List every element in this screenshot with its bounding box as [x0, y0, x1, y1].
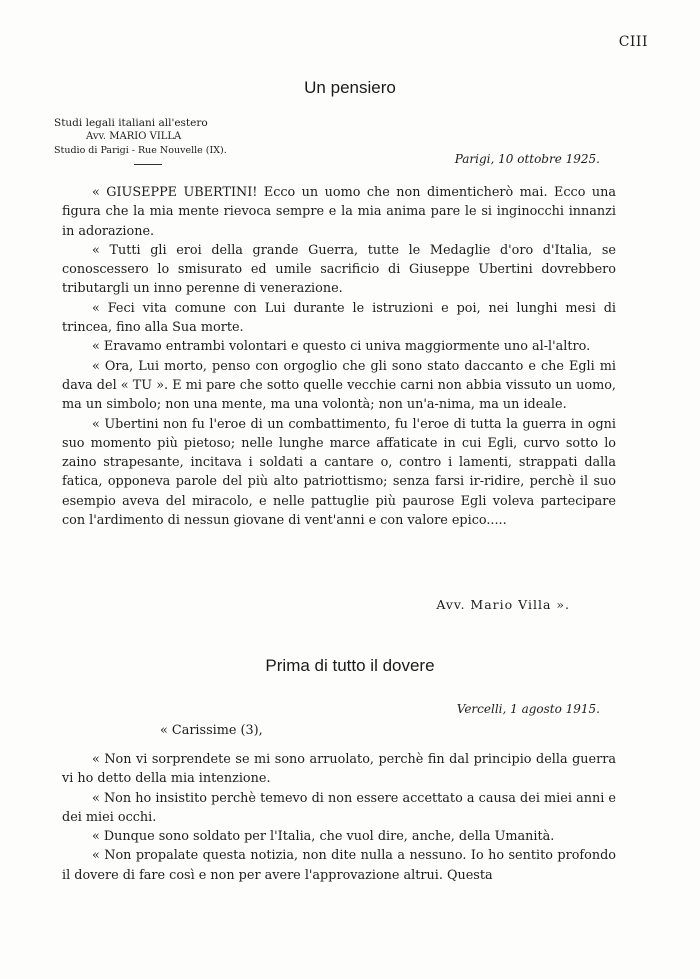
- paragraph: « Non propalate questa notizia, non dite nulla a nessuno. Io ho sentito profondo il dovere di fare così e non per avere l'approvazione altrui. Questa: [62, 848, 616, 883]
- dateline-vercelli: Vercelli, 1 agosto 1915.: [456, 702, 600, 716]
- paragraph: « Dunque sono soldato per l'Italia, che vuol dire, anche, della Umanità.: [92, 829, 555, 845]
- paragraph: « Non vi sorprendete se mi sono arruolato, perchè fin dal principio della guerra vi ho detto della mia intenzione.: [62, 752, 616, 787]
- dateline-paris: Parigi, 10 ottobre 1925.: [454, 152, 600, 166]
- letterhead-rule: [134, 164, 162, 165]
- page-number: CIII: [618, 34, 648, 50]
- signature-villa: Avv. Mario Villa ».: [436, 597, 570, 612]
- letter-body-villa: [62, 183, 616, 530]
- letter-body-ubertini: [62, 750, 616, 885]
- paragraph: « Ora, Lui morto, penso con orgoglio che gli sono stato daccanto e che Egli mi dava del « TU ». E mi pare che sotto quelle vecchie carni non abbia vissuto un uomo, ma un simbolo; non una mente, ma una volontà; non un'a-nima, ma un ideale.: [62, 358, 616, 413]
- letterhead-line-3: Studio di Parigi - Rue Nouvelle (IX).: [54, 145, 227, 156]
- letter-greeting: « Carissime (3),: [160, 723, 263, 738]
- paragraph: « Feci vita comune con Lui durante le istruzioni e poi, nei lunghi mesi di trincea, fino alla Sua morte.: [62, 300, 616, 336]
- paragraph: « GIUSEPPE UBERTINI! Ecco un uomo che non dimenticherò mai. Ecco una figura che la mia mente rievoca sempre e la mia anima pare le si inginocchi innanzi in adorazione.: [62, 185, 616, 239]
- section-title-un-pensiero: Un pensiero: [304, 78, 396, 97]
- paragraph: « Tutti gli eroi della grande Guerra, tutte le Medaglie d'oro d'Italia, se conoscessero lo smisurato ed umile sacrificio di Giuseppe Ubertini dovrebbero tributargli un inno perenne di venerazione.: [62, 242, 616, 297]
- paragraph: « Ubertini non fu l'eroe di un combattimento, fu l'eroe di tutta la guerra in ogni suo momento più pietoso; nelle lunghe marce affaticate in cui Egli, curvo sotto lo zaino strapesante, incitava i soldati a cantare o, contro i lamenti, strappati dalla fatica, opponeva parole del più alto patriottismo; senza farsi ir-ridire, perchè il suo esempio aveva del miracolo, e nelle pattuglie più paurose Egli voleva partecipare con l'ardimento di nessun giovane di vent'anni e con valore epico.....: [62, 416, 616, 529]
- letterhead: [54, 116, 227, 165]
- section-title-prima-di-tutto: Prima di tutto il dovere: [265, 656, 435, 675]
- paragraph: « Eravamo entrambi volontari e questo ci univa maggiormente uno al-l'altro.: [92, 339, 591, 355]
- letterhead-line-1: Studi legali italiani all'estero: [54, 117, 208, 129]
- letterhead-line-2: Avv. MARIO VILLA: [86, 131, 182, 142]
- paragraph: « Non ho insistito perchè temevo di non essere accettato a causa dei miei anni e dei miei occhi.: [62, 790, 616, 825]
